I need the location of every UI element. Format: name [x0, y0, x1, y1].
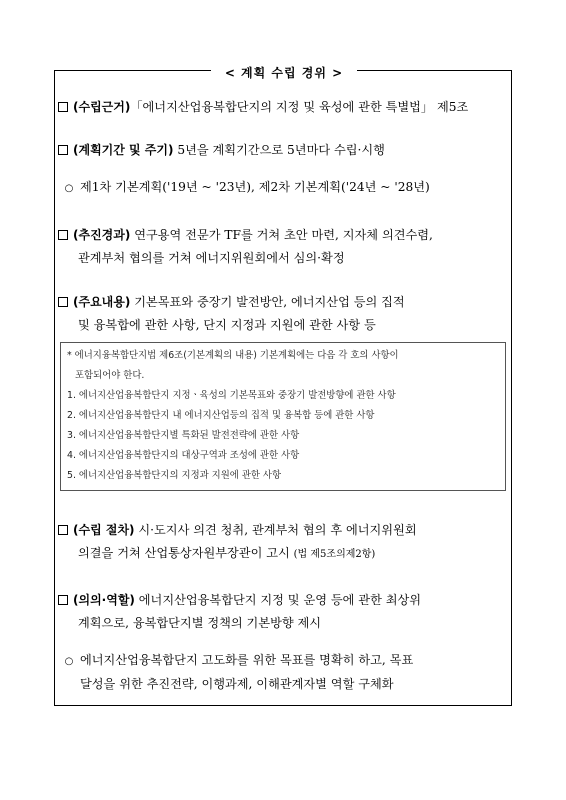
- role-line2: 계획으로, 융복합단지별 정책의 기본방향 제시: [78, 616, 322, 630]
- law-intro-line2: 포함되어야 한다.: [75, 370, 145, 381]
- role-sub-line1: 에너지산업융복합단지 고도화를 위한 목표를 명확히 하고, 목표: [80, 653, 414, 667]
- basis-text: 「에너지산업융복합단지의 지정 및 육성에 관한 특별법」 제5조: [130, 100, 469, 114]
- law-item: 1. 에너지산업융복합단지 지정ㆍ육성의 기본목표와 중장기 발전방향에 관한 사항: [67, 390, 396, 401]
- role-sub-line2: 달성을 위한 추진전략, 이행과제, 이해관계자별 역할 구체화: [80, 677, 394, 691]
- period-sub-row: [58, 176, 510, 200]
- role-line1: 에너지산업융복합단지 지정 및 운영 등에 관한 최상위: [134, 593, 422, 607]
- circle-bullet-icon: ○: [64, 656, 74, 667]
- content-line1: 기본목표와 중장기 발전방안, 에너지산업 등의 집적: [130, 295, 405, 309]
- period-text: 5년을 계획기간으로 5년마다 수립·시행: [173, 143, 385, 157]
- progress-line2: 관계부처 협의를 거쳐 에너지위원회에서 심의·확정: [78, 251, 345, 265]
- basis-label: (수립근거): [73, 100, 131, 114]
- procedure-row: [58, 519, 510, 566]
- procedure-law-ref: (법 제5조의제2항): [293, 549, 376, 560]
- checkbox-square-icon: [58, 525, 68, 535]
- period-label: (계획기간 및 주기): [73, 143, 174, 157]
- law-item: 4. 에너지산업융복합단지의 대상구역과 조성에 관한 사항: [67, 450, 300, 461]
- content-line2: 및 융복합에 관한 사항, 단지 지정과 지원에 관한 사항 등: [78, 318, 376, 332]
- law-intro-line1: * 에너지융복합단지법 제6조(기본계획의 내용) 기본계획에는 다음 각 호의 사항이: [67, 350, 399, 361]
- law-item: 2. 에너지산업융복합단지 내 에너지산업등의 집적 및 융복합 등에 관한 사항: [67, 410, 375, 421]
- procedure-line2: 의결을 거쳐 산업통상자원부장관이 고시: [78, 546, 294, 560]
- checkbox-square-icon: [58, 230, 68, 240]
- law-item: 3. 에너지산업융복합단지별 특화된 발전전략에 관한 사항: [67, 430, 300, 441]
- basis-row: [58, 96, 510, 119]
- section-title: < 계획 수립 경위 >: [211, 66, 357, 80]
- procedure-line1: 시·도지사 의견 청취, 관계부처 협의 후 에너지위원회: [134, 523, 417, 537]
- progress-line1: 연구용역 전문가 TF를 거쳐 초안 마련, 지자체 의견수렴,: [130, 228, 433, 242]
- progress-label: (추진경과): [73, 228, 131, 242]
- checkbox-square-icon: [58, 102, 68, 112]
- checkbox-square-icon: [58, 297, 68, 307]
- period-sub-text: 제1차 기본계획('19년 ~ '23년), 제2차 기본계획('24년 ~ '28년): [80, 180, 430, 194]
- role-label: (의의·역할): [73, 593, 135, 607]
- content-row: [58, 291, 510, 337]
- checkbox-square-icon: [58, 595, 68, 605]
- law-item: 5. 에너지산업융복합단지의 지정과 지원에 관한 사항: [67, 470, 282, 481]
- role-sub-row: [58, 649, 510, 696]
- checkbox-square-icon: [58, 145, 68, 155]
- law-article-box: [60, 342, 506, 491]
- procedure-label: (수립 절차): [73, 523, 135, 537]
- content-label: (주요내용): [73, 295, 131, 309]
- progress-row: [58, 224, 510, 270]
- period-row: [58, 139, 510, 162]
- circle-bullet-icon: ○: [64, 183, 74, 194]
- role-row: [58, 589, 510, 635]
